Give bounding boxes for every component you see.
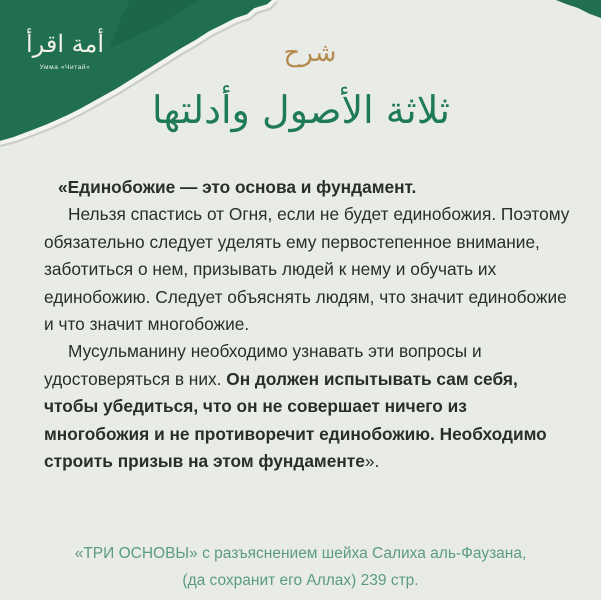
quote-paragraph-1: «Единобожие — это основа и фундамент. <box>58 177 417 197</box>
banner-green-shape-right <box>556 0 601 18</box>
title-main-arabic: ثلاثة الأصول وأدلتها <box>151 88 450 132</box>
source-author: с разъяснением шейха Салиха аль-Фаузана, <box>197 545 527 562</box>
quote-paragraph-2: Нельзя спастись от Огня, если не будет единобожия. Поэтому обязательно следует уделять ему первостепенное внимание, заботиться о нем, призывать людей к нему и обучать их единобожию. Следует объяснять людям, что значит единобожие и что значит многобожие. <box>44 204 570 335</box>
logo-subtitle: Умма «Читай» <box>39 64 91 71</box>
source-line-1 <box>20 540 581 567</box>
source-line-2: (да сохранит его Аллах) 239 стр. <box>182 572 419 589</box>
quote-body <box>44 174 574 475</box>
quote-paragraph-3-end: ». <box>364 451 380 472</box>
quote-paragraph-3-bold: Он должен испытывать сам себя, чтобы убедиться, что он не совершает ничего из многобожия и не противоречит единобожию. Необходимо строить призыв на этом фундаменте <box>44 368 547 472</box>
umma-logo <box>22 30 108 71</box>
quote-paragraph-3-plain: Мусульманину необходимо узнавать эти вопросы и удостоверяться в них. <box>44 341 482 389</box>
title-sharh: شرح <box>283 38 337 68</box>
source-citation <box>20 540 581 594</box>
logo-arabic-text: أمة اقرأ <box>25 30 105 58</box>
source-book-title: «ТРИ ОСНОВЫ» <box>74 545 198 562</box>
quote-paragraph-3 <box>44 338 574 475</box>
